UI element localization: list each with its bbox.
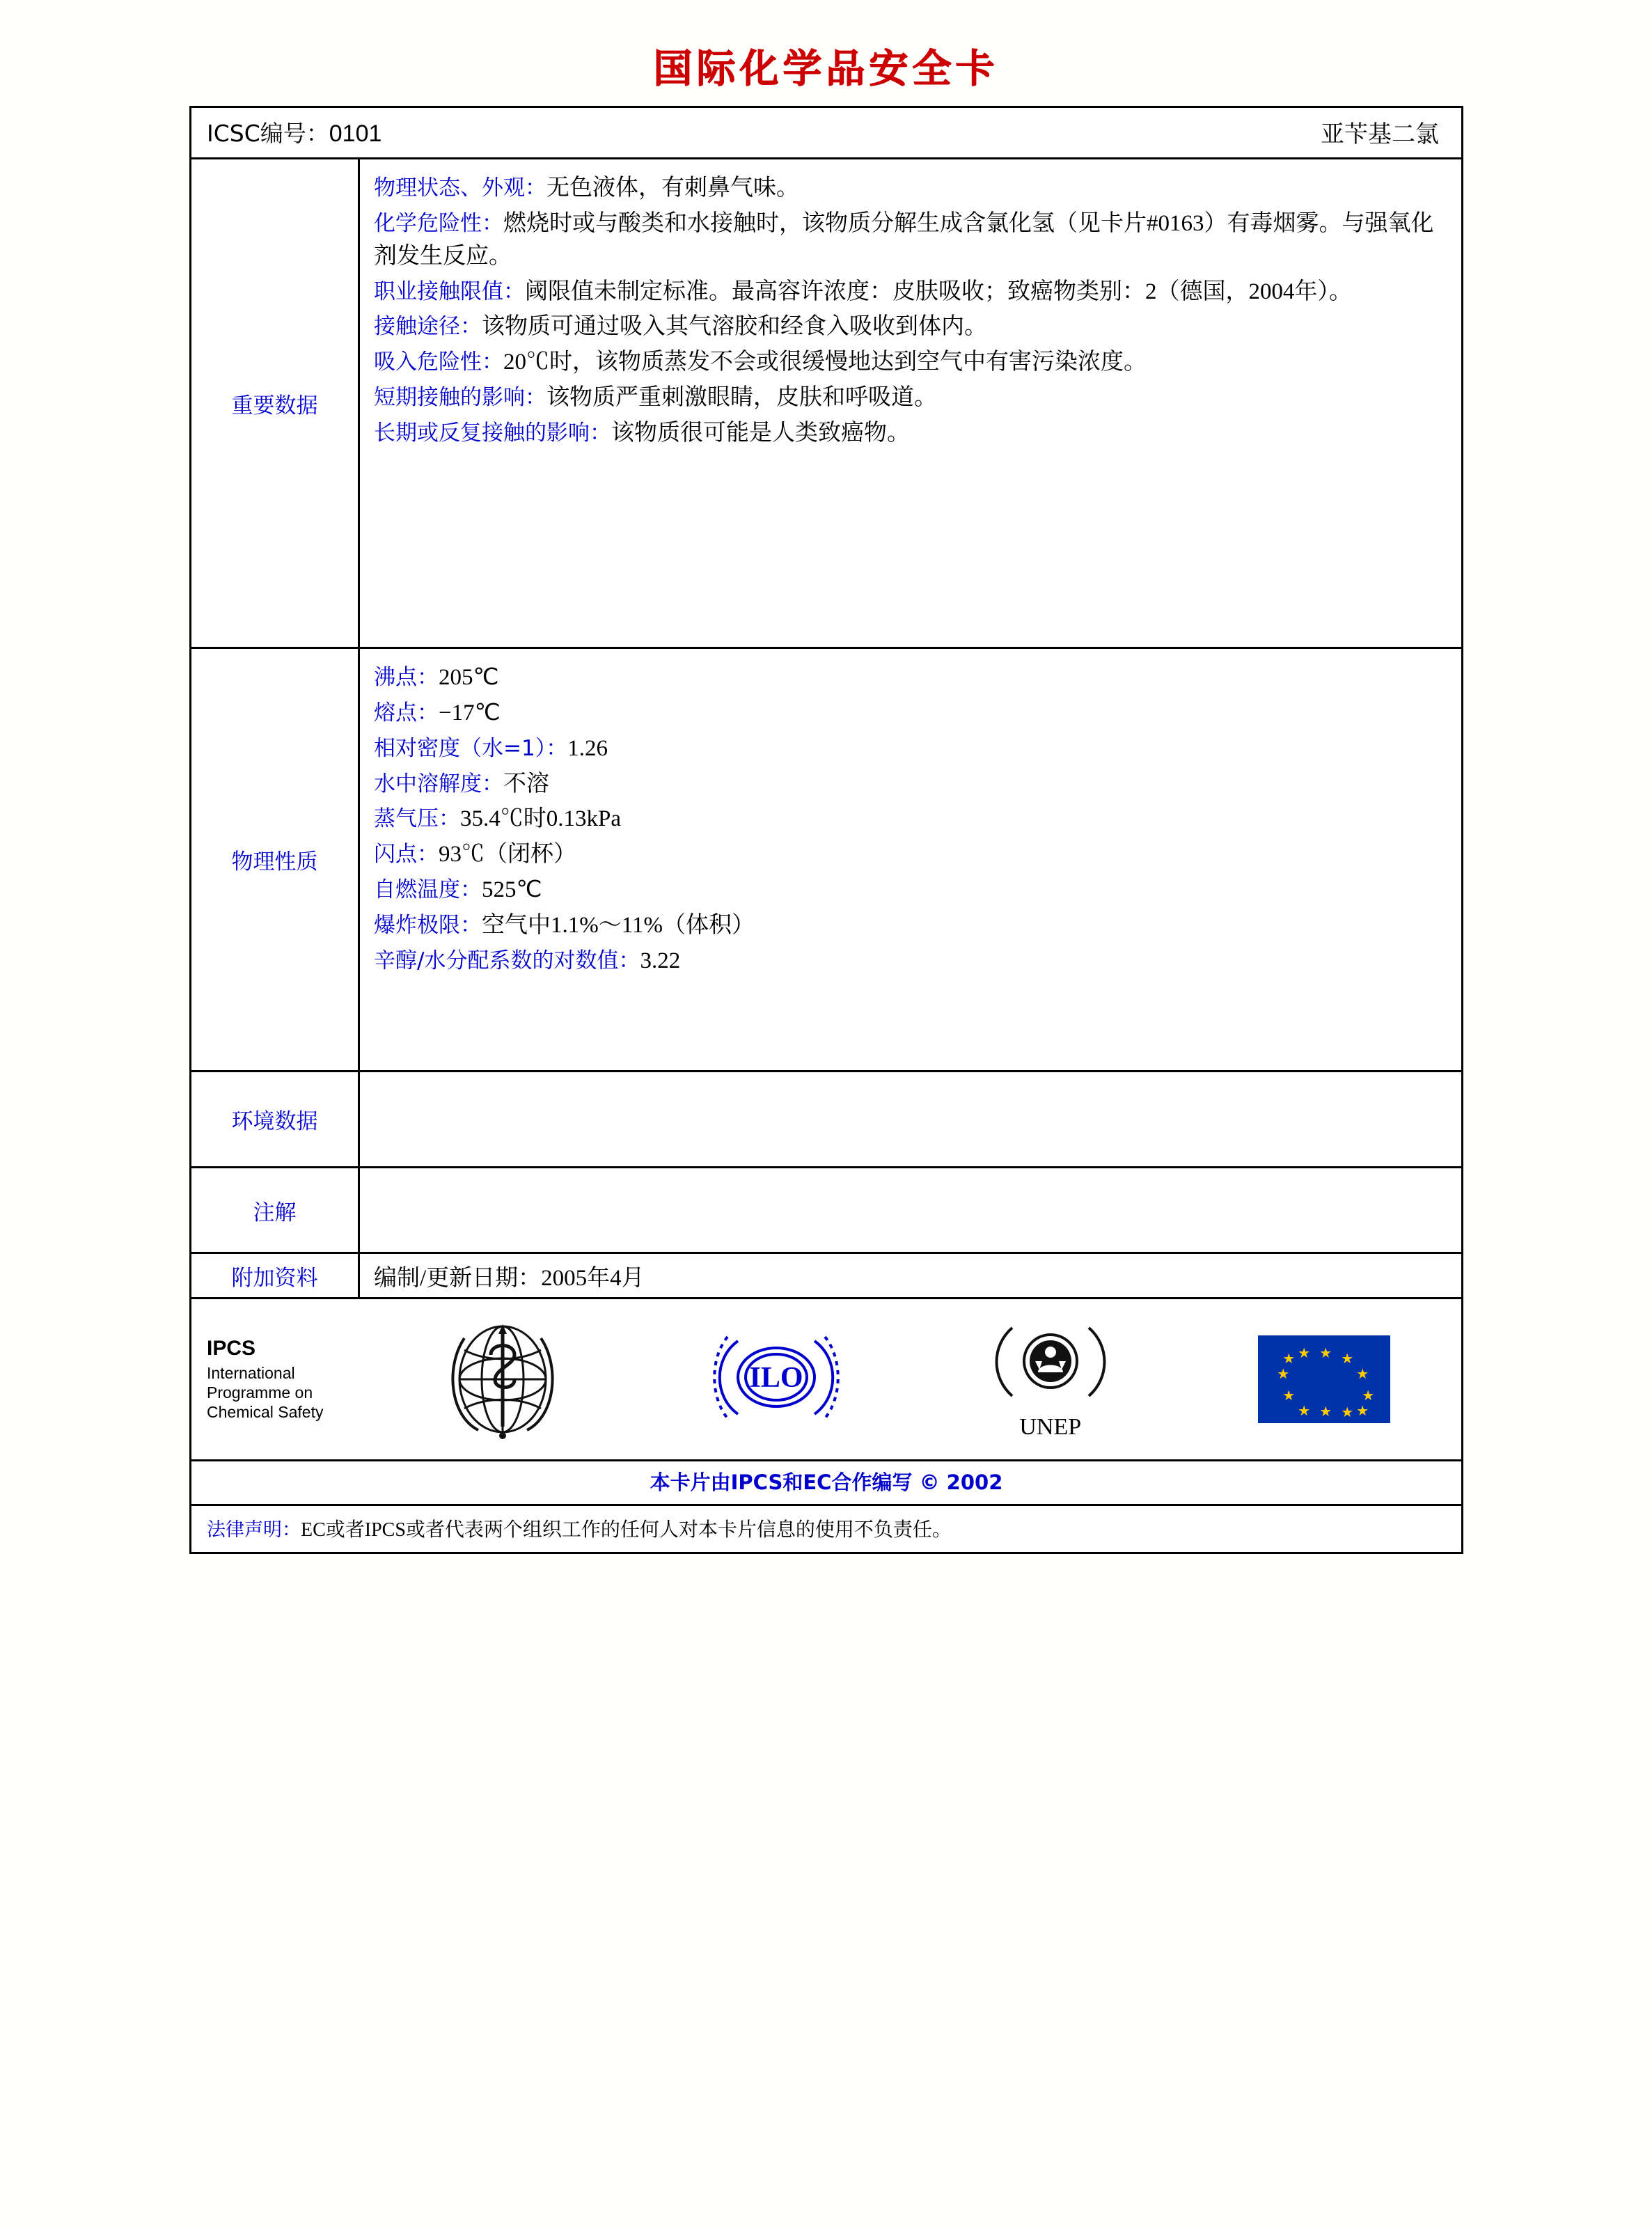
substance-name: 亚苄基二氯 (1321, 120, 1439, 148)
legal-notice-label: 法律声明： (207, 1519, 301, 1541)
entry-melting-point (374, 697, 1447, 730)
entry-water-solubility (374, 768, 1447, 801)
entry-value: 空气中1.1%～11%（体积） (482, 913, 755, 939)
ilo-logo-slot (640, 1327, 914, 1431)
entry-value: 35.4℃时0.13kPa (460, 806, 621, 832)
entry-key: 长期或反复接触的影响： (374, 421, 611, 446)
card-header (191, 108, 1461, 159)
ipcs-block (191, 1337, 365, 1422)
entry-physical-state (374, 172, 1447, 205)
entry-key: 爆炸极限： (374, 913, 482, 939)
section-label-environmental-data: 环境数据 (191, 1072, 360, 1166)
section-content-notes (360, 1168, 1461, 1252)
entry-flash-point (374, 838, 1447, 871)
icsc-number-label: ICSC编号： (207, 120, 329, 147)
entry-key: 吸入危险性： (374, 350, 503, 375)
section-important-data (191, 159, 1461, 649)
section-label-physical-properties: 物理性质 (191, 649, 360, 1070)
ipcs-subtitle-line3: Chemical Safety (207, 1403, 324, 1422)
entry-value: 93℃（闭杯） (439, 842, 576, 868)
icsc-card (189, 106, 1463, 1554)
unep-logo-label: UNEP (1019, 1414, 1082, 1440)
entry-value: −17℃ (439, 700, 501, 725)
section-content-physical-properties (360, 649, 1461, 1070)
entry-value: 该物质严重刺激眼睛，皮肤和呼吸道。 (546, 385, 937, 411)
entry-key: 水中溶解度： (374, 771, 503, 797)
entry-occupational-limits (374, 276, 1447, 308)
icsc-number-value: 0101 (329, 120, 382, 147)
ipcs-subtitle-line2: Programme on (207, 1383, 313, 1402)
section-notes (191, 1168, 1461, 1254)
entry-key: 相对密度（水=1）： (374, 735, 568, 761)
entry-short-term-effects (374, 382, 1447, 414)
eu-flag-slot (1188, 1335, 1462, 1423)
entry-long-term-effects (374, 417, 1447, 450)
entry-key: 自燃温度： (374, 877, 482, 903)
section-additional-info (191, 1254, 1461, 1299)
entry-key: 接触途径： (374, 314, 482, 340)
footer-logos-row (191, 1299, 1461, 1461)
entry-auto-ignition-temperature (374, 874, 1447, 907)
entry-octanol-water-coefficient (374, 945, 1447, 978)
section-content-additional-info: 编制/更新日期：2005年4月 (374, 1265, 645, 1291)
entry-value: 阈限值未制定标准。最高容许浓度：皮肤吸收；致癌物类别：2（德国，2004年）。 (525, 278, 1352, 304)
section-label-notes: 注解 (191, 1168, 360, 1252)
entry-vapour-pressure (374, 803, 1447, 836)
unep-logo (988, 1318, 1113, 1441)
entry-relative-density (374, 732, 1447, 765)
eu-flag: ★ ★ ★ ★ ★ ★ ★ ★ ★ ★ ★ ★ (1258, 1335, 1390, 1423)
entry-explosive-limits (374, 909, 1447, 942)
entry-value: 525℃ (482, 877, 542, 903)
entry-key: 闪点： (374, 842, 439, 868)
entry-key: 化学危险性： (374, 210, 503, 236)
legal-notice-text: EC或者IPCS或者代表两个组织工作的任何人对本卡片信息的使用不负责任。 (301, 1519, 952, 1541)
entry-inhalation-risk (374, 346, 1447, 379)
entry-value: 燃烧时或与酸类和水接触时，该物质分解生成含氯化氢（见卡片#0163）有毒烟雾。与强氧化剂发生反应。 (374, 210, 1434, 269)
section-content-environmental-data (360, 1072, 1461, 1166)
who-logo (436, 1319, 569, 1441)
ipcs-subtitle (207, 1363, 365, 1422)
entry-key: 职业接触限值： (374, 278, 525, 304)
entry-chemical-dangers (374, 207, 1447, 273)
entry-key: 沸点： (374, 665, 439, 690)
unep-logo-slot (913, 1318, 1188, 1441)
copyright-line: 本卡片由IPCS和EC合作编写 © 2002 (191, 1461, 1461, 1506)
entry-value: 3.22 (640, 948, 681, 973)
entry-key: 蒸气压： (374, 806, 460, 832)
section-label-important-data: 重要数据 (191, 159, 360, 647)
entry-value: 1.26 (567, 735, 608, 761)
entry-value: 该物质很可能是人类致癌物。 (611, 421, 910, 446)
ipcs-name: IPCS (207, 1336, 256, 1360)
entry-boiling-point (374, 661, 1447, 694)
entry-routes-of-exposure (374, 311, 1447, 343)
legal-notice (191, 1506, 1461, 1552)
entry-key: 物理状态、外观： (374, 175, 546, 201)
ilo-logo (707, 1327, 846, 1431)
icsc-number-block (207, 116, 381, 148)
section-physical-properties (191, 649, 1461, 1072)
entry-value: 无色液体，有刺鼻气味。 (546, 175, 799, 201)
page-title: 国际化学品安全卡 (653, 47, 999, 92)
ilo-logo-text: ILO (749, 1362, 803, 1394)
who-logo-slot (365, 1319, 640, 1441)
section-environmental-data (191, 1072, 1461, 1168)
section-content-important-data (360, 159, 1461, 647)
entry-key: 熔点： (374, 700, 439, 725)
entry-value: 20℃时，该物质蒸发不会或很缓慢地达到空气中有害污染浓度。 (503, 350, 1147, 375)
entry-value: 205℃ (439, 665, 499, 690)
entry-value: 该物质可通过吸入其气溶胶和经食入吸收到体内。 (482, 314, 987, 340)
ipcs-subtitle-line1: International (207, 1363, 295, 1382)
entry-value: 不溶 (503, 771, 549, 797)
entry-key: 辛醇/水分配系数的对数值： (374, 948, 640, 973)
section-label-additional-info: 附加资料 (191, 1254, 360, 1297)
entry-key: 短期接触的影响： (374, 385, 546, 411)
